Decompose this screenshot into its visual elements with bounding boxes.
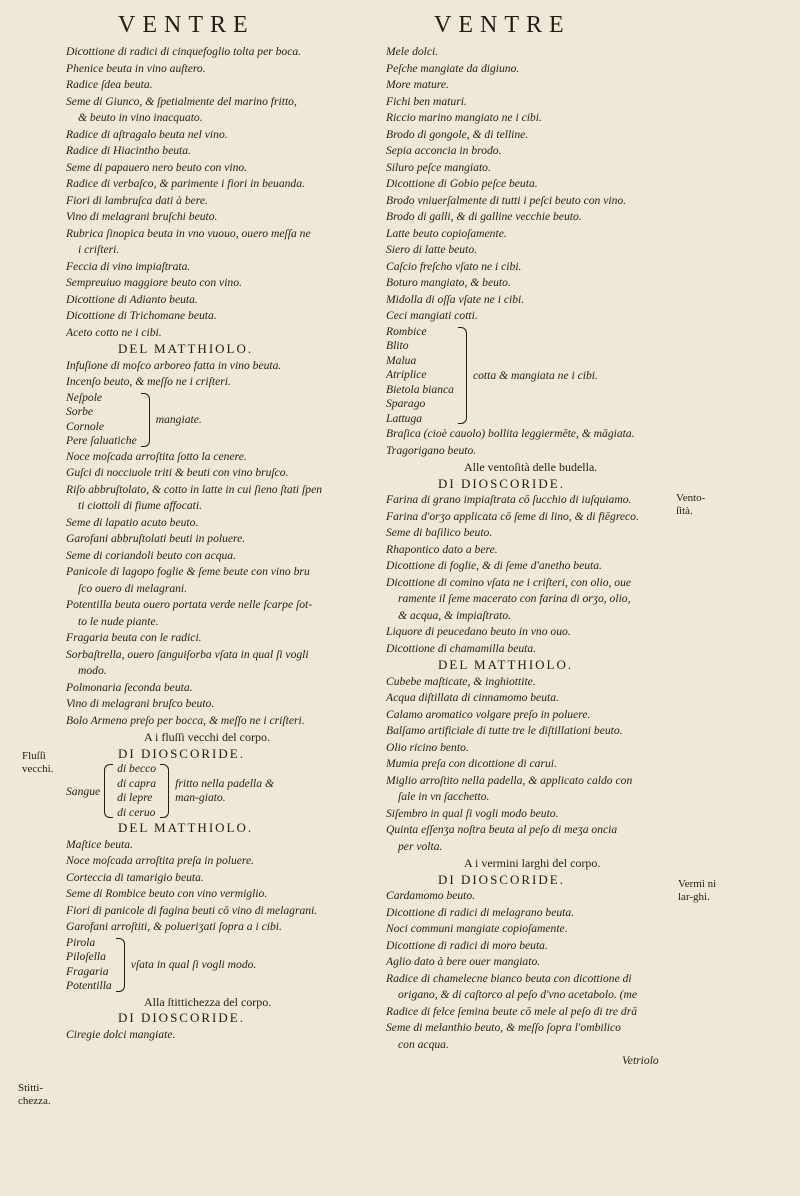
text-line: Polmonaria ſeconda beuta. (66, 680, 193, 694)
brace (141, 393, 150, 447)
text-line: Fichi ben maturi. (386, 94, 467, 108)
bracket-item: di capra (117, 776, 157, 790)
text-line: Quinta eſſenʒa noſtra beuta al peſo di meʒa oncia (386, 823, 618, 836)
text-line: Radice di chamelecne bianco beuta con dicottione di (386, 971, 632, 985)
brace (116, 938, 125, 992)
bracket-item: Lattuga (386, 411, 423, 425)
text-line: Dicottione di Gobio peſce beuta. (386, 177, 538, 190)
text-line: Dicottione di radici di moro beuta. (386, 938, 548, 952)
text-line: Seme di baſilico beuto. (386, 526, 493, 539)
section-heading: DI DIOSCORIDE. (438, 475, 565, 491)
text-line: Dicottione di foglie, & di ſeme d'anetho beuta. (386, 559, 602, 572)
bracket-item: di becco (117, 762, 157, 775)
text-line: Rhapontico dato a bere. (386, 542, 498, 556)
text-line: Potentilla beuta ouero portata verde nelle ſcarpe ſot- (66, 598, 313, 611)
text-line: i criſteri. (78, 243, 120, 256)
bracket-item: Blito (386, 339, 409, 352)
text-line: Peſche mangiate da digiuno. (386, 61, 520, 75)
bracket-item: Pirola (66, 935, 96, 949)
text-line: per volta. (398, 839, 443, 853)
bracket-item: Rombice (386, 324, 427, 338)
running-head-right: VENTRE (434, 12, 571, 38)
text-line: Balſamo artificiale di tutte tre le diſtillationi beuto. (386, 724, 623, 737)
text-line: origano, & di caſtorco al peſo d'vno acetabolo. (me (398, 988, 638, 1001)
text-line: Seme di papauero nero beuto con vino. (66, 160, 248, 174)
bracket-group (66, 762, 386, 820)
bracket-item: Potentilla (66, 979, 112, 992)
text-line: Bolo Armeno preſo per bocca, & meſſo ne i criſteri. (66, 713, 305, 727)
text-line: Brodo di gongole, & di telline. (386, 127, 529, 141)
text-line: ramente il ſeme macerato con farina di orʒo, olio, (398, 592, 631, 605)
text-line: Tragorigano beuto. (386, 443, 477, 457)
bracket-item: Piloſella (66, 950, 106, 963)
brace (458, 327, 467, 425)
text-line: Farina d'orʒo applicata cō ſeme di lino, & di fiēgreco. (386, 509, 639, 523)
text-line: Mele dolci. (386, 45, 439, 58)
text-line: Riſo abbruſtolato, & cotto in latte in cui ſieno ſtati ſpen (66, 482, 323, 496)
text-line: Incenſo beuto, & meſſo ne i criſteri. (66, 375, 231, 388)
section-title: Alla ſtittichezza del corpo. (144, 994, 272, 1009)
margin-note: Vento-ſità. (676, 492, 706, 517)
text-line: Garofani arroſtiti, & polueriʒati ſopra a i cibi. (66, 920, 282, 933)
text-line: Dicottione di Adianto beuta. (66, 292, 198, 306)
text-line: Aglio dato à bere ouer mangiato. (386, 955, 541, 968)
text-line: Ceci mangiati cotti. (386, 309, 478, 322)
section-title: Alle ventoſità delle budella. (464, 460, 598, 474)
text-line: Ciregie dolci mangiate. (66, 1027, 176, 1041)
bracket-item: Bietola bianca (386, 382, 454, 396)
text-line: Calamo aromatico volgare preſo in poluere. (386, 707, 591, 721)
text-line: Brodo vniuerſalmente di tutti i peſci beuto con vino. (386, 193, 627, 207)
text-line: Dicottione di Trichomane beuta. (66, 309, 217, 322)
section-heading: DEL MATTHIOLO. (118, 341, 254, 356)
text-line: Dicottione di comino vſata ne i criſteri, con olio, oue (386, 575, 632, 589)
text-line: Noce moſcada arroſtita preſa in poluere. (66, 854, 255, 867)
text-line: Vino di melagrani bruſco beuto. (66, 697, 215, 710)
text-line: Dicottione di radici di melagrano beuta. (386, 905, 575, 919)
text-line: Boturo mangiato, & beuto. (386, 276, 511, 289)
text-line: Noce moſcada arroſtita ſotto la cenere. (66, 449, 247, 463)
text-line: Caſcio freſcho vſato ne i cibi. (386, 259, 522, 273)
text-line: Dicottione di chamamilla beuta. (386, 641, 537, 655)
bracket-prefix: Sangue (66, 784, 101, 798)
bracket-item: Sparago (386, 397, 426, 410)
text-line: Rubrica ſinopica beuta in vno vuouo, ouero meſſa ne (66, 226, 311, 240)
text-line: & beuto in vino inacquato. (78, 111, 203, 124)
section-title: A i fluſſi vecchi del corpo. (144, 730, 270, 744)
running-head-left: VENTRE (118, 12, 255, 38)
text-line: ſale in vn ſacchetto. (398, 790, 490, 803)
bracket-item: di ceruo (117, 805, 156, 819)
text-line: Panicole di lagopo foglie & ſeme beute con vino bru (66, 565, 310, 578)
text-line: Brodo di galli, & di galline vecchie beuto. (386, 210, 582, 223)
bracket-tail: vſata in qual ſi vogli modo. (130, 958, 257, 971)
text-line: to le nude piante. (78, 614, 159, 628)
text-line: Fiori di lambruſca dati à bere. (66, 193, 208, 207)
text-line: Radice di aſtragalo beuta nel vino. (66, 127, 228, 141)
section-title: A i vermini larghi del corpo. (464, 856, 601, 870)
text-line: Braſica (cioè cauolo) bollita leggiermēte, & māgiata. (386, 427, 635, 440)
section-heading: DEL MATTHIOLO. (438, 657, 574, 672)
text-line: Seme di coriandoli beuto con acqua. (66, 548, 237, 562)
text-line: Radice di felce ſemina beute cō mele al peſo di tre drā (386, 1004, 638, 1018)
section-heading: DI DIOSCORIDE. (118, 745, 245, 761)
bracket-item: Cornole (66, 419, 105, 433)
text-line: Miglio arroſtito nella padella, & applicato caldo con (386, 773, 633, 787)
text-line: Fragaria beuta con le radici. (66, 631, 202, 644)
brace (160, 764, 169, 818)
bracket-item: Sorbe (66, 405, 94, 418)
text-line: Sorbaſtrella, ouero ſanguiſorba vſata in qual ſi vogli (66, 647, 309, 661)
text-line: Cubebe maſticate, & inghiottite. (386, 674, 536, 688)
bracket-item: Fragaria (66, 964, 109, 978)
bracket-tail: cotta & mangiata ne i cibi. (472, 368, 598, 382)
bracket-item: Malua (386, 353, 417, 367)
text-line: Seme di melanthio beuto, & meſſo ſopra l'ombilico (386, 1021, 621, 1034)
text-line: Mumia preſa con dicottione di carui. (386, 757, 557, 770)
text-line: Latte beuto copioſamente. (386, 226, 507, 240)
text-line: Vino di melagrani bruſchi beuto. (66, 210, 218, 223)
text-line: Seme di lapatio acuto beuto. (66, 515, 199, 529)
margin-note: Stitti-chezza. (18, 1082, 51, 1107)
bracket-group (66, 936, 386, 994)
text-line: Liquore di peucedano beuto in vno ouo. (386, 625, 571, 638)
section-heading: DEL MATTHIOLO. (118, 820, 254, 835)
text-line: Sempreuiuo maggiore beuto con vino. (66, 276, 242, 289)
text-line: Riccio marino mangiato ne i cibi. (386, 111, 542, 124)
text-line: Seme di Giunco, & ſpetialmente del marino fritto, (66, 94, 297, 108)
left-column (66, 44, 386, 1043)
section-heading: DI DIOSCORIDE. (438, 871, 565, 887)
text-line: Phenice beuta in vino auſtero. (66, 61, 206, 75)
right-column (386, 44, 686, 1070)
text-line: Corteccia di tamarigio beuta. (66, 870, 204, 884)
text-line: con acqua. (398, 1037, 449, 1051)
text-line: Cardamomo beuto. (386, 889, 476, 902)
text-line: Feccia di vino impiaſtrata. (66, 259, 191, 273)
text-line: Dicottione di radici di cinquefoglio tolta per boca. (66, 45, 302, 58)
text-line: Farina di grano impiaſtrata cō ſucchio di iuſquiamo. (386, 493, 632, 506)
bracket-item: Atriplice (386, 368, 427, 381)
text-line: More mature. (386, 78, 449, 91)
text-line: Infuſione di moſco arboreo fatta in vino beuta. (66, 358, 282, 372)
text-line: Noci communi mangiate copioſamente. (386, 922, 568, 935)
margin-note: Vermi ni lar-ghi. (678, 878, 717, 903)
text-line: Acqua diſtillata di cinnamomo beuta. (386, 691, 559, 704)
bracket-group (66, 391, 386, 449)
bracket-item: di lepre (117, 791, 153, 804)
text-line: Seme di Rombice beuto con vino vermiglio. (66, 887, 268, 900)
text-line: Olio ricino bento. (386, 740, 469, 754)
brace (104, 764, 113, 818)
bracket-group (386, 325, 686, 427)
text-line: ſco ouero di melagrani. (78, 581, 188, 595)
bracket-tail: fritto nella padella & man-giato. (175, 777, 274, 804)
text-line: Fiori di panicole di fagina beuti cō vino di melagrani. (66, 903, 318, 917)
text-line: Siero di latte beuto. (386, 243, 478, 256)
text-line: Siluro peſce mangiato. (386, 160, 491, 174)
text-line: modo. (78, 664, 107, 677)
text-line: & acqua, & impiaſtrato. (398, 608, 512, 622)
text-line: Siſembro in qual ſi vogli modo beuto. (386, 806, 559, 820)
bracket-tail: mangiate. (155, 413, 202, 426)
text-line: ti ciottoli di fiume affocati. (78, 499, 202, 512)
text-line: Sepia acconcia in brodo. (386, 144, 502, 157)
bracket-item: Neſpole (66, 390, 103, 404)
bracket-item: Pere ſaluatiche (66, 434, 137, 447)
text-line: Maſtice beuta. (66, 837, 133, 851)
text-line: Aceto cotto ne i cibi. (66, 325, 162, 339)
catchword: Vetriolo (622, 1054, 659, 1067)
text-line: Radice di verbaſco, & parimente i fiori in beuanda. (66, 177, 305, 190)
text-line: Garofani abbruſtolati beuti in poluere. (66, 532, 246, 545)
text-line: Midolla di oſſa vſate ne i cibi. (386, 292, 525, 306)
text-line: Guſci di nocciuole triti & beuti con vino bruſco. (66, 466, 289, 479)
section-heading: DI DIOSCORIDE. (118, 1010, 245, 1025)
text-line: Radice di Hiacintho beuta. (66, 144, 191, 157)
margin-note: Fluſſi vecchi. (22, 750, 54, 775)
text-line: Radice ſdea beuta. (66, 78, 153, 91)
